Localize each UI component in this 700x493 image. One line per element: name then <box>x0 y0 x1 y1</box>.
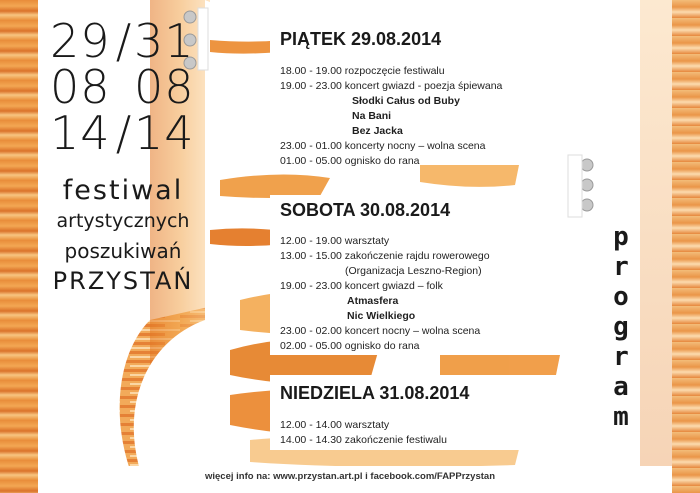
start-day: 29 <box>50 14 111 68</box>
date-row-month <box>50 60 195 114</box>
festival-name <box>48 176 198 296</box>
schedule-item: 14.00 - 14.30 zakończenie festiwalu <box>280 434 447 446</box>
festival-name-line2: artystycznych <box>56 210 190 232</box>
program-letter: o <box>613 282 629 312</box>
schedule-item: 12.00 - 19.00 warsztaty <box>280 235 390 247</box>
performer-name: Na Bani <box>352 110 392 122</box>
schedule-item: 19.00 - 23.00 koncert gwiazd - poezja śpiewana <box>280 80 503 92</box>
schedule-item: 23.00 - 01.00 koncerty nocny – wolna scena <box>280 140 486 152</box>
end-day: 31 <box>134 14 195 68</box>
schedule-note: (Organizacja Leszno-Region) <box>345 265 482 277</box>
program-letter: a <box>613 372 629 402</box>
schedule-item: 01.00 - 05.00 ognisko do rana <box>280 155 420 167</box>
festival-dates <box>50 14 195 160</box>
schedule-item: 02.00 - 05.00 ognisko do rana <box>280 340 420 352</box>
date-slash: / <box>115 106 133 160</box>
day-title-friday: PIĄTEK 29.08.2014 <box>280 29 442 49</box>
date-row-day <box>50 14 195 68</box>
program-letter: g <box>613 312 629 342</box>
day-title-sunday: NIEDZIELA 31.08.2014 <box>280 383 470 403</box>
schedule-item: 12.00 - 14.00 warsztaty <box>280 419 390 431</box>
start-month: 08 <box>50 60 111 114</box>
performer-name: Atmasfera <box>347 295 399 307</box>
festival-name-line3: poszukiwań <box>64 239 182 263</box>
performer-name: Nic Wielkiego <box>347 310 416 322</box>
start-year: 14 <box>50 106 111 160</box>
end-month: 08 <box>134 60 195 114</box>
end-year: 14 <box>134 106 195 160</box>
schedule-item: 23.00 - 02.00 koncert nocny – wolna scena <box>280 325 481 337</box>
performer-name: Słodki Całus od Buby <box>352 95 460 107</box>
program-vertical-label <box>608 222 634 432</box>
program-letter: m <box>613 402 629 432</box>
schedule-item: 19.00 - 23.00 koncert gwiazd – folk <box>280 280 443 292</box>
footer-info-links: więcej info na: www.przystan.art.pl i facebook.com/FAPPrzystan <box>205 471 495 482</box>
schedule-item: 13.00 - 15.00 zakończenie rajdu rowerowego <box>280 250 490 262</box>
program-letter: r <box>613 342 629 372</box>
program-letter: r <box>613 252 629 282</box>
festival-name-line1: festiwal <box>62 175 184 206</box>
date-slash: / <box>115 14 133 68</box>
program-letter: p <box>613 222 629 252</box>
festival-name-line4: PRZYSTAŃ <box>52 267 194 295</box>
day-title-saturday: SOBOTA 30.08.2014 <box>280 200 451 220</box>
date-row-year <box>50 106 195 160</box>
schedule-item: 18.00 - 19.00 rozpoczęcie festiwalu <box>280 65 445 77</box>
performer-name: Bez Jacka <box>352 125 403 137</box>
